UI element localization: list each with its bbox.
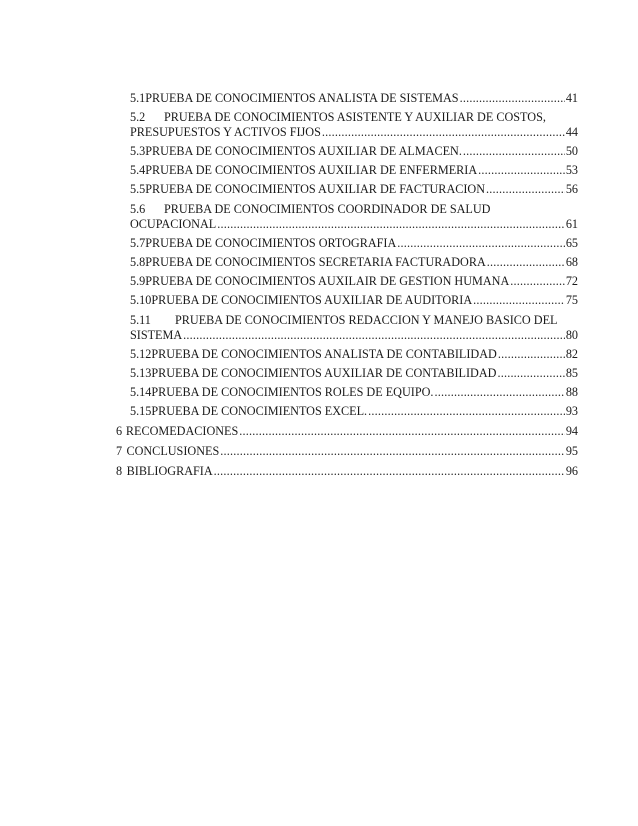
toc-page-number: 68 [565, 255, 578, 269]
toc-title: PRUEBA DE CONOCIMIENTOS AUXILIAR DE CONTABILIDAD [151, 366, 497, 380]
dot-leader [434, 385, 564, 399]
dot-leader [478, 163, 565, 177]
toc-title: PRUEBA DE CONOCIMIENTOS AUXILIAR DE AUDITORIA [151, 293, 473, 307]
toc-page-number: 41 [565, 91, 578, 105]
toc-title: PRUEBA DE CONOCIMIENTOS ROLES DE EQUIPO. [151, 385, 434, 399]
toc-page-number: 44 [565, 125, 578, 139]
toc-entry-5-6[interactable] [130, 202, 578, 216]
toc-number: 5.8 [130, 255, 146, 269]
dot-leader [486, 182, 565, 196]
toc-entry-5-8[interactable] [130, 255, 578, 269]
toc-title: PRUEBA DE CONOCIMIENTOS EXCEL. [151, 404, 368, 418]
toc-number: 5.12 [130, 347, 152, 361]
dot-leader [498, 347, 565, 361]
toc-entry-5-2[interactable] [130, 110, 578, 124]
toc-entry-5-11-continued[interactable] [130, 328, 578, 342]
toc-number: 5.5 [130, 182, 146, 196]
toc-title: PRUEBA DE CONOCIMIENTOS ANALISTA DE SISTEMAS [145, 91, 459, 105]
toc-title: PRUEBA DE CONOCIMIENTOS REDACCION Y MANEJO BASICO DEL [175, 313, 558, 327]
toc-entry-5-12[interactable] [130, 347, 578, 361]
toc-entry-5-2-continued[interactable] [130, 125, 578, 139]
toc-title-continued: PRESUPUESTOS Y ACTIVOS FIJOS [130, 125, 321, 139]
toc-page-number: 65 [565, 236, 578, 250]
toc-page-number: 72 [565, 274, 578, 288]
toc-title: PRUEBA DE CONOCIMIENTOS COORDINADOR DE SALUD [164, 202, 491, 216]
toc-title: RECOMEDACIONES [125, 424, 239, 438]
toc-page-number: 96 [565, 464, 578, 478]
toc-number: 8 [116, 464, 123, 478]
toc-entry-8[interactable] [116, 464, 578, 478]
toc-entry-7[interactable] [116, 444, 578, 458]
dot-leader [322, 125, 565, 139]
toc-page-number: 75 [565, 293, 578, 307]
toc-title: PRUEBA DE CONOCIMIENTOS AUXILIAR DE ENFERMERIA [145, 163, 478, 177]
toc-number: 5.9 [130, 274, 146, 288]
toc-page-number: 61 [565, 217, 578, 231]
dot-leader [497, 366, 564, 380]
toc-number: 6 [116, 424, 123, 438]
toc-title: CONCLUSIONES [126, 444, 220, 458]
dot-leader [460, 91, 565, 105]
toc-number: 5.2 [130, 110, 146, 124]
toc-number: 5.3 [130, 144, 146, 158]
toc-entry-6[interactable] [116, 424, 578, 438]
dot-leader [239, 424, 565, 438]
dot-leader [397, 236, 565, 250]
toc-entry-5-5[interactable] [130, 182, 578, 196]
dot-leader [473, 293, 565, 307]
dot-leader [214, 464, 565, 478]
toc-entry-5-11[interactable] [130, 313, 578, 327]
toc-title: PRUEBA DE CONOCIMIENTOS SECRETARIA FACTURADORA [145, 255, 486, 269]
toc-number: 7 [116, 444, 123, 458]
toc-title: PRUEBA DE CONOCIMIENTOS AUXILAIR DE GESTION HUMANA [145, 274, 510, 288]
dot-leader [463, 144, 565, 158]
toc-entry-5-3[interactable] [130, 144, 578, 158]
toc-page-number: 85 [565, 366, 578, 380]
toc-page-number: 53 [565, 163, 578, 177]
toc-page-number: 95 [565, 444, 578, 458]
toc-page-number: 56 [565, 182, 578, 196]
dot-leader [183, 328, 565, 342]
toc-number: 5.14 [130, 385, 152, 399]
toc-title: PRUEBA DE CONOCIMIENTOS ORTOGRAFIA [145, 236, 397, 250]
toc-number: 5.7 [130, 236, 146, 250]
toc-title: BIBLIOGRAFIA [126, 464, 213, 478]
toc-entry-5-7[interactable] [130, 236, 578, 250]
toc-number: 5.10 [130, 293, 152, 307]
toc-number: 5.13 [130, 366, 152, 380]
toc-page-number: 50 [565, 144, 578, 158]
toc-page-number: 88 [565, 385, 578, 399]
toc-entry-5-9[interactable] [130, 274, 578, 288]
toc-page-number: 93 [565, 404, 578, 418]
toc-title-continued: OCUPACIONAL [130, 217, 217, 231]
toc-number: 5.15 [130, 404, 152, 418]
dot-leader [220, 444, 565, 458]
toc-entry-5-4[interactable] [130, 163, 578, 177]
toc-entry-5-6-continued[interactable] [130, 217, 578, 231]
toc-title-continued: SISTEMA [130, 328, 183, 342]
toc-page-number: 80 [565, 328, 578, 342]
toc-entry-5-13[interactable] [130, 366, 578, 380]
toc-entry-5-1[interactable] [130, 91, 578, 105]
dot-leader [487, 255, 565, 269]
toc-entry-5-14[interactable] [130, 385, 578, 399]
toc-title: PRUEBA DE CONOCIMIENTOS ASISTENTE Y AUXILIAR DE COSTOS, [164, 110, 546, 124]
dot-leader [368, 404, 565, 418]
dot-leader [510, 274, 565, 288]
toc-title: PRUEBA DE CONOCIMIENTOS ANALISTA DE CONTABILIDAD [151, 347, 497, 361]
toc-number: 5.11 [130, 313, 151, 327]
toc-number: 5.4 [130, 163, 146, 177]
toc-title: PRUEBA DE CONOCIMIENTOS AUXILIAR DE ALMACEN. [145, 144, 462, 158]
dot-leader [217, 217, 565, 231]
toc-title: PRUEBA DE CONOCIMIENTOS AUXILIAR DE FACTURACION [145, 182, 486, 196]
toc-entry-5-10[interactable] [130, 293, 578, 307]
toc-number: 5.1 [130, 91, 146, 105]
toc-number: 5.6 [130, 202, 146, 216]
toc-page-number: 82 [565, 347, 578, 361]
toc-page-number: 94 [565, 424, 578, 438]
toc-entry-5-15[interactable] [130, 404, 578, 418]
